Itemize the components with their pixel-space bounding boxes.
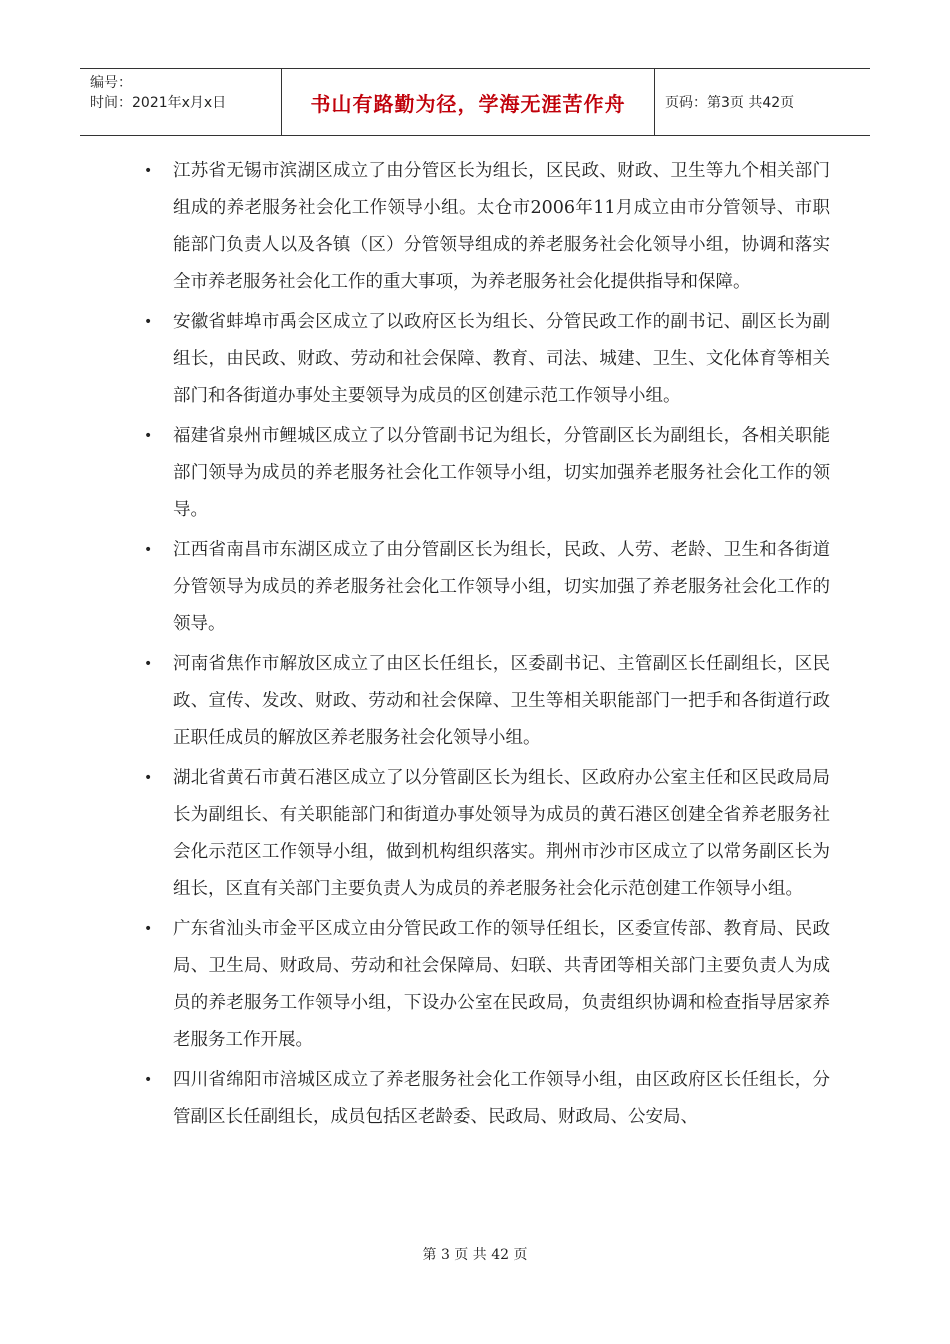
bullet-icon: • xyxy=(144,921,153,937)
header-page-number: 页码：第3页 共42页 xyxy=(665,95,795,111)
list-item xyxy=(140,646,830,757)
header-meta xyxy=(80,69,282,135)
document-body xyxy=(140,153,830,1139)
document-number: 编号： xyxy=(90,75,132,91)
bullet-icon: • xyxy=(144,542,153,558)
header-motto: 书山有路勤为径，学海无涯苦作舟 xyxy=(282,69,655,135)
page-header xyxy=(80,68,870,136)
list-item-text: 四川省绵阳市涪城区成立了养老服务社会化工作领导小组，由区政府区长任组长，分管副区长任副组长，成员包括区老龄委、民政局、财政局、公安局、 xyxy=(173,1070,830,1127)
bullet-icon: • xyxy=(144,314,153,330)
list-item-text: 福建省泉州市鲤城区成立了以分管副书记为组长，分管副区长为副组长，各相关职能部门领导为成员的养老服务社会化工作领导小组，切实加强养老服务社会化工作的领导。 xyxy=(173,426,830,520)
list-item xyxy=(140,304,830,415)
list-item xyxy=(140,418,830,529)
list-item xyxy=(140,1062,830,1136)
list-item-text: 湖北省黄石市黄石港区成立了以分管副区长为组长、区政府办公室主任和区民政局局长为副组长、有关职能部门和街道办事处领导为成员的黄石港区创建全省养老服务社会化示范区工作领导小组，做到机构组织落实。荆州市沙市区成立了以常务副区长为组长，区直有关部门主要负责人为成员的养老服务社会化示范创建工作领导小组。 xyxy=(173,768,830,899)
list-item-text: 江西省南昌市东湖区成立了由分管副区长为组长，民政、人劳、老龄、卫生和各街道分管领导为成员的养老服务社会化工作领导小组，切实加强了养老服务社会化工作的领导。 xyxy=(173,540,830,634)
list-item xyxy=(140,760,830,908)
list-item xyxy=(140,532,830,643)
list-item-text: 广东省汕头市金平区成立由分管民政工作的领导任组长，区委宣传部、教育局、民政局、卫生局、财政局、劳动和社会保障局、妇联、共青团等相关部门主要负责人为成员的养老服务工作领导小组，下设办公室在民政局，负责组织协调和检查指导居家养老服务工作开展。 xyxy=(173,919,830,1050)
bullet-icon: • xyxy=(144,1072,153,1088)
list-item-text: 河南省焦作市解放区成立了由区长任组长，区委副书记、主管副区长任副组长，区民政、宣传、发改、财政、劳动和社会保障、卫生等相关职能部门一把手和各街道行政正职任成员的解放区养老服务社会化领导小组。 xyxy=(173,654,830,748)
bullet-icon: • xyxy=(144,656,153,672)
bullet-icon: • xyxy=(144,770,153,786)
page-footer: 第 3 页 共 42 页 xyxy=(422,1247,528,1263)
bullet-icon: • xyxy=(144,428,153,444)
bullet-icon: • xyxy=(144,163,153,179)
list-item-text: 江苏省无锡市滨湖区成立了由分管区长为组长，区民政、财政、卫生等九个相关部门组成的养老服务社会化工作领导小组。太仓市2006年11月成立由市分管领导、市职能部门负责人以及各镇（区）分管领导组成的养老服务社会化领导小组，协调和落实全市养老服务社会化工作的重大事项，为养老服务社会化提供指导和保障。 xyxy=(173,161,830,292)
list-item xyxy=(140,911,830,1059)
list-item-text: 安徽省蚌埠市禹会区成立了以政府区长为组长、分管民政工作的副书记、副区长为副组长，由民政、财政、劳动和社会保障、教育、司法、城建、卫生、文化体育等相关部门和各街道办事处主要领导为成员的区创建示范工作领导小组。 xyxy=(173,312,830,406)
document-date: 时间：2021年x月x日 xyxy=(90,95,227,111)
list-item xyxy=(140,153,830,301)
